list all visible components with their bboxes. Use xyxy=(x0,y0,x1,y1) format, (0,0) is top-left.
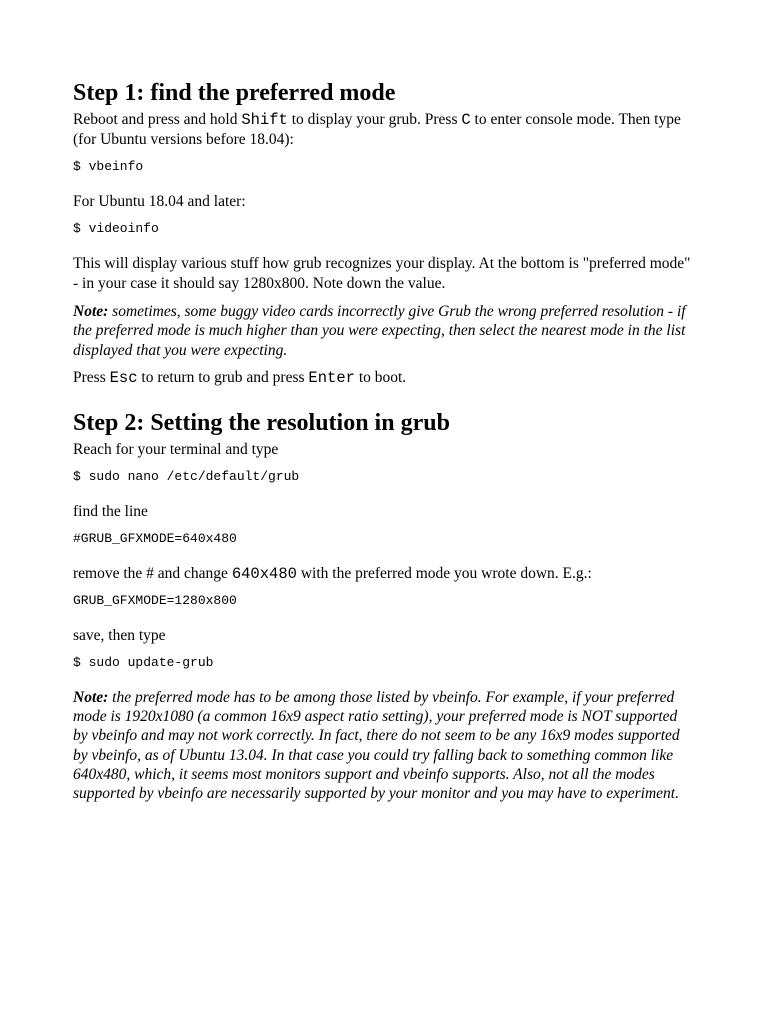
step1-intro-text-b: to display your grub. Press xyxy=(287,111,462,128)
step1-note-text: sometimes, some buggy video cards incorrectly give Grub the wrong preferred resolution - if the preferred mode is much higher than you were expecting, then select the nearest mode in the list displayed that you were expecting. xyxy=(73,303,686,359)
step1-intro-text-a: Reboot and press and hold xyxy=(73,111,242,128)
resolution-code: 640x480 xyxy=(231,564,297,583)
find-line-text: find the line xyxy=(73,502,148,520)
remove-text-a: remove the xyxy=(73,564,147,582)
videoinfo-command: $ videoinfo xyxy=(73,221,159,236)
display-explanation: This will display various stuff how grub recognizes your display. At the bottom is "preferred mode" - in your case it should say 1280x800. Note down the value. xyxy=(73,255,691,292)
original-gfxmode-line: #GRUB_GFXMODE=640x480 xyxy=(73,530,237,546)
press-esc-text xyxy=(73,368,695,388)
reach-terminal-text: Reach for your terminal and type xyxy=(73,440,279,458)
note-label: Note: xyxy=(73,303,109,320)
press-text-b: to return to grub and press xyxy=(137,368,309,386)
vbeinfo-command: $ vbeinfo xyxy=(73,159,144,174)
note-label: Note: xyxy=(73,688,109,706)
c-key-code: C xyxy=(461,111,471,129)
press-text-a: Press xyxy=(73,368,110,386)
remove-hash-text xyxy=(73,564,695,584)
remove-text-b: and change xyxy=(153,564,232,582)
shift-key-code: Shift xyxy=(241,111,288,129)
article-body xyxy=(73,78,695,812)
esc-key-code: Esc xyxy=(109,368,138,387)
press-text-c: to boot. xyxy=(354,368,407,386)
ubuntu-later-text: For Ubuntu 18.04 and later: xyxy=(73,193,246,210)
hash-symbol: # xyxy=(146,564,154,582)
save-then-type-text: save, then type xyxy=(73,626,166,644)
nano-command: $ sudo nano /etc/default/grub xyxy=(73,468,300,484)
step1-note xyxy=(73,302,695,360)
enter-key-code: Enter xyxy=(308,368,355,387)
new-gfxmode-line: GRUB_GFXMODE=1280x800 xyxy=(73,592,237,608)
step2-heading: Step 2: Setting the resolution in grub xyxy=(73,409,450,436)
remove-text-c: with the preferred mode you wrote down. E.g.: xyxy=(296,564,592,582)
step2-note xyxy=(73,688,695,804)
step1-heading: Step 1: find the preferred mode xyxy=(73,80,396,106)
step2-note-text: the preferred mode has to be among those listed by vbeinfo. For example, if your preferred mode is 1920x1080 (a common 16x9 aspect ratio setting), your preferred mode is NOT supported by vbeinfo and may not work correctly. In fact, there do not seem to be any 16x9 modes supported by vbeinfo, as of Ubuntu 13.04. In that case you could try falling back to something common like 640x480, which, it seems most monitors support and vbeinfo supports. Also, not all the modes supported by vbeinfo are necessarily supported by your monitor and you may have to experiment. xyxy=(73,688,680,803)
update-grub-command: $ sudo update-grub xyxy=(73,654,214,670)
step1-intro-text-c: to enter console mode. Then type (for Ubuntu versions before 18.04): xyxy=(73,111,681,148)
step1-intro xyxy=(73,110,695,150)
